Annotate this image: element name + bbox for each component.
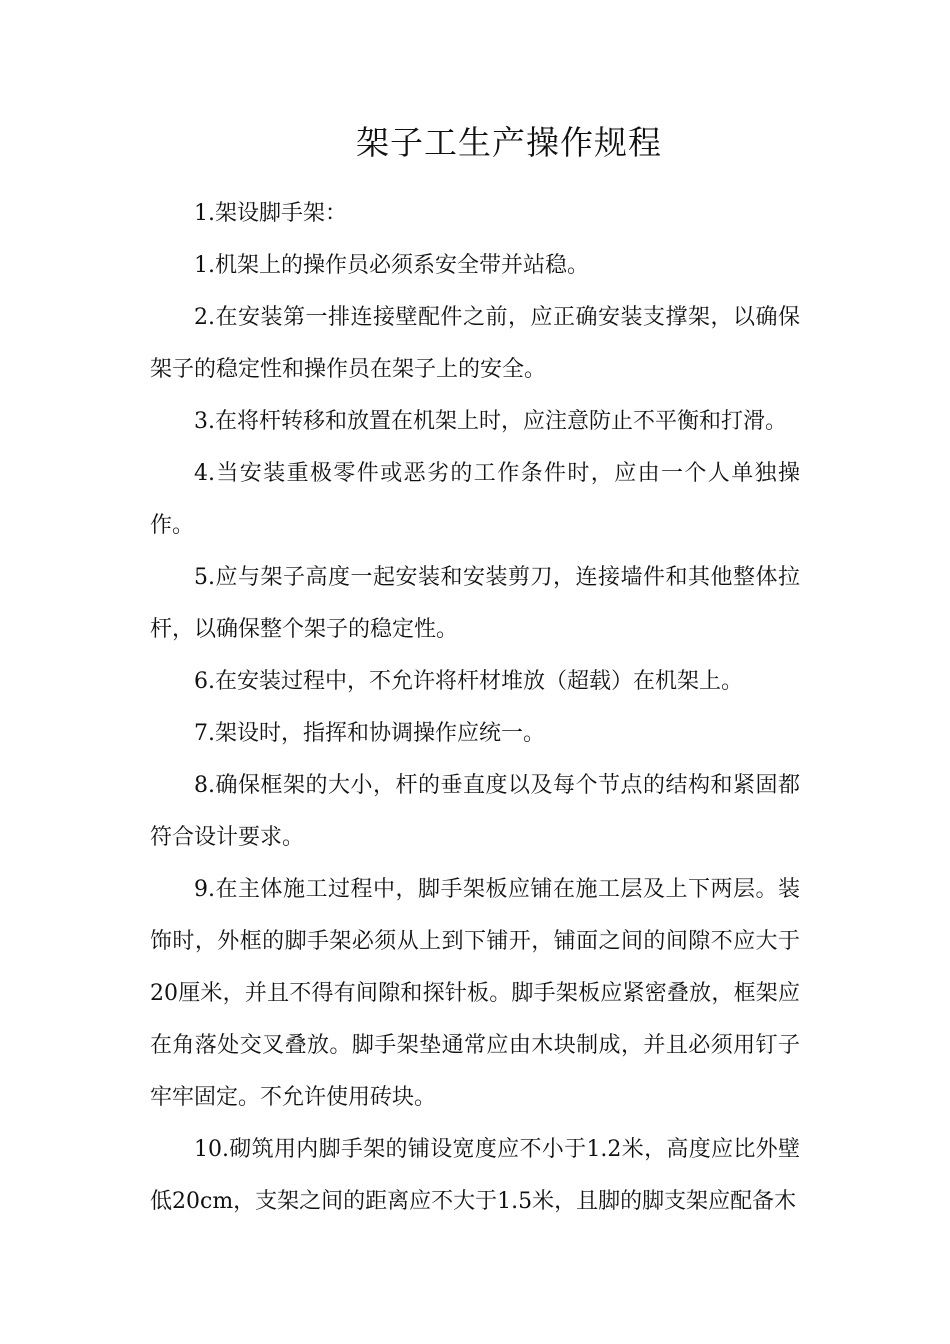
paragraph-rule-3: 3.在将杆转移和放置在机架上时，应注意防止不平衡和打滑。 (194, 409, 787, 434)
paragraph-section-heading: 1.架设脚手架： (194, 201, 347, 226)
document-title: 架子工生产操作规程 (356, 123, 662, 162)
paragraph-rule-4: 4.当安装重极零件或恶劣的工作条件时，应由一个人单独操作。 (150, 461, 800, 538)
paragraph-rule-6: 6.在安装过程中，不允许将杆材堆放（超载）在机架上。 (194, 669, 743, 694)
paragraph-rule-2: 2.在安装第一排连接壁配件之前，应正确安装支撑架，以确保架子的稳定性和操作员在架子上的安全。 (150, 305, 800, 382)
paragraph-rule-5: 5.应与架子高度一起安装和安装剪刀，连接墙件和其他整体拉杆，以确保整个架子的稳定性。 (150, 565, 800, 642)
paragraph-rule-8: 8.确保框架的大小，杆的垂直度以及每个节点的结构和紧固都符合设计要求。 (150, 773, 800, 850)
paragraph-rule-1: 1.机架上的操作员必须系安全带并站稳。 (194, 253, 589, 278)
paragraph-rule-7: 7.架设时，指挥和协调操作应统一。 (194, 721, 545, 746)
paragraph-rule-9: 9.在主体施工过程中，脚手架板应铺在施工层及上下两层。装饰时，外框的脚手架必须从上到下铺开，铺面之间的间隙不应大于20厘米，并且不得有间隙和探针板。脚手架板应紧密叠放，框架应在角落处交叉叠放。脚手架垫通常应由木块制成，并且必须用钉子牢牢固定。不允许使用砖块。 (150, 877, 800, 1110)
paragraph-rule-10: 10.砌筑用内脚手架的铺设宽度应不小于1.2米，高度应比外壁低20cm，支架之间的距离应不大于1.5米，且脚的脚支架应配备木 (150, 1137, 800, 1214)
document-body (150, 188, 800, 1228)
